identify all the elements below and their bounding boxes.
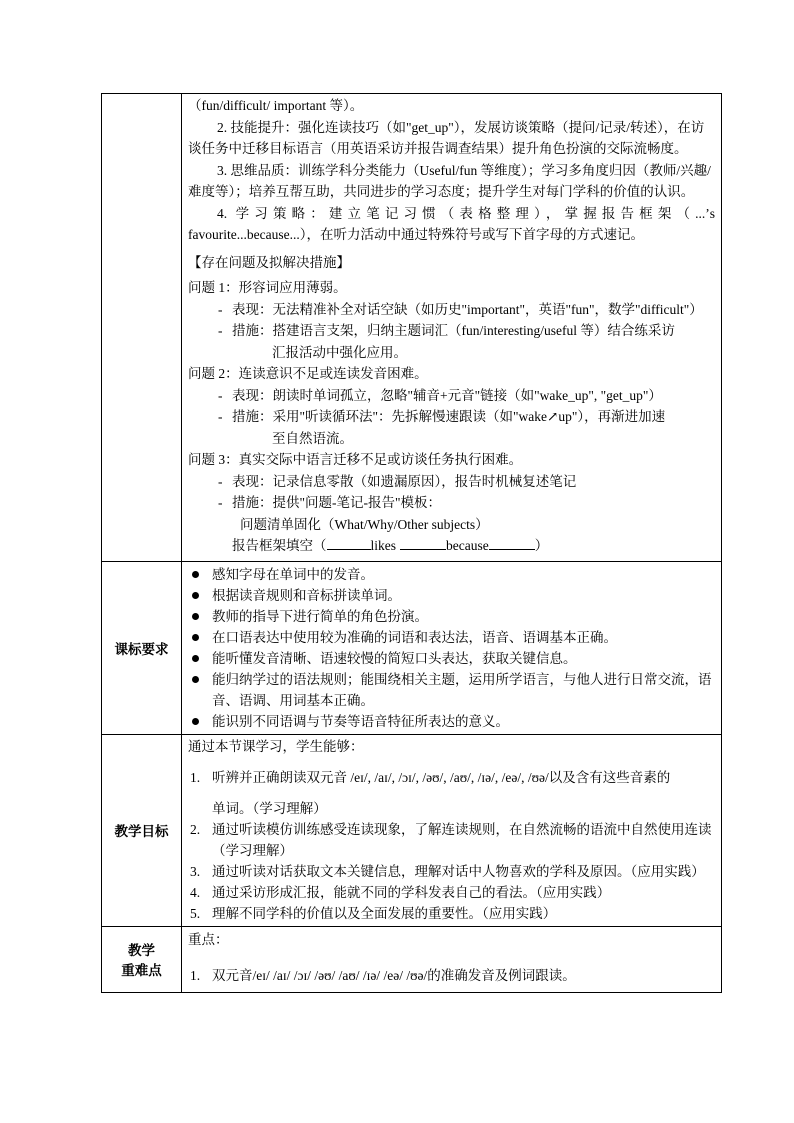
teaching-goals-row (102, 734, 722, 927)
objective-strategy: 4. 学习策略：建立笔记习惯（表格整理），掌握报告框架（...’s favourite...because...），在听力活动中通过特殊符号或写下首字母的方式速记。 (188, 205, 715, 242)
teaching-goals-label: 教学目标 (102, 734, 182, 927)
problem-3-item-2: - 措施：提供"问题-笔记-报告"模板： (218, 495, 442, 510)
key-points-row (102, 927, 722, 993)
curriculum-item: 能识别不同语调与节奏等语音特征所表达的意义。 (188, 711, 715, 732)
template-question-list: 问题清单固化（What/Why/Other subjects） (240, 516, 489, 532)
key-point-item-1: 1. 双元音/eɪ/ /aɪ/ /ɔɪ/ /əʊ/ /aʊ/ /ɪə/ /eə/ /ʊə/的准确发音及例词跟读。 (190, 967, 576, 983)
problem-1-title: 问题 1：形容词应用薄弱。 (188, 280, 347, 295)
objectives-content-cell (182, 94, 722, 562)
goals-intro: 通过本节课学习，学生能够： (188, 738, 364, 754)
objective-thinking: 3. 思维品质：训练学科分类能力（Useful/fun 等维度）；学习多角度归因（教师/兴趣/难度等）；培养互帮互助，共同进步的学习态度；提升学生对每门学科的价值的认识。 (188, 162, 711, 199)
goal-item-3: 3. 通过听读对话获取文本关键信息，理解对话中人物喜欢的学科及原因。（应用实践） (190, 864, 705, 879)
curriculum-item: 根据读音规则和音标拼读单词。 (188, 585, 715, 606)
goal-item-4: 4. 通过采访形成汇报，能就不同的学科发表自己的看法。（应用实践） (190, 885, 611, 900)
problem-3-title: 问题 3：真实交际中语言迁移不足或访谈任务执行困难。 (188, 452, 523, 467)
curriculum-item: 感知字母在单词中的发音。 (188, 564, 715, 585)
teaching-goals-content (182, 734, 722, 927)
problem-3-item-1: - 表现：记录信息零散（如遗漏原因），报告时机械复述笔记 (218, 473, 577, 489)
problem-1-item-2-cont: 汇报活动中强化应用。 (272, 344, 407, 360)
lesson-plan-table (101, 93, 722, 993)
goal-item-2: 2. 通过听读模仿训练感受连读现象，了解连读规则，在自然流畅的语流中自然使用连读（学习理解） (190, 822, 712, 858)
problem-2-title: 问题 2：连读意识不足或连读发音困难。 (188, 366, 428, 381)
key-points-content (182, 927, 722, 993)
problems-heading: 【存在问题及拟解决措施】 (188, 254, 350, 270)
curriculum-item: 能归纳学过的语法规则；能围绕相关主题，运用所学语言，与他人进行日常交流，语音、语调、用词基本正确。 (188, 669, 715, 711)
curriculum-label: 课标要求 (102, 561, 182, 734)
problem-2-item-1: - 表现：朗读时单词孤立，忽略"辅音+元音"链接（如"wake_up", "get_up"） (218, 387, 662, 403)
objective-line-1: （fun/difficult/ important 等）。 (188, 98, 364, 113)
objectives-row (102, 94, 722, 562)
key-points-list (188, 965, 715, 986)
curriculum-item: 在口语表达中使用较为准确的词语和表达法，语音、语调基本正确。 (188, 627, 715, 648)
key-points-label: 教学 重难点 (102, 927, 182, 993)
curriculum-list (188, 564, 715, 732)
curriculum-item: 能听懂发音清晰、语速较慢的简短口头表达，获取关键信息。 (188, 648, 715, 669)
template-report-frame: 报告框架填空（ likes because ） (188, 535, 715, 557)
key-points-heading: 重点： (188, 932, 229, 947)
curriculum-item: 教师的指导下进行简单的角色扮演。 (188, 606, 715, 627)
objectives-label-cell (102, 94, 182, 562)
problem-2-item-2-cont: 至自然语流。 (272, 430, 353, 446)
objective-skills: 2. 技能提升：强化连读技巧（如"get_up"），发展访谈策略（提问/记录/转述），在访谈任务中迁移目标语言（用英语采访并报告调查结果）提升角色扮演的交际流畅度。 (188, 119, 705, 156)
problem-1-item-2: - 措施：搭建语言支架，归纳主题词汇（fun/interesting/useful 等）结合练采访 (218, 323, 675, 338)
curriculum-row (102, 561, 722, 734)
curriculum-content (182, 561, 722, 734)
problem-2-item-2: - 措施：采用"听读循环法"：先拆解慢速跟读（如"wake↗up"），再渐进加速 (218, 409, 666, 424)
goals-list (188, 767, 715, 924)
goal-item-5: 5. 理解不同学科的价值以及全面发展的重要性。（应用实践） (190, 906, 557, 921)
problem-1-item-1: - 表现：无法精准补全对话空缺（如历史"important"，英语"fun"，数学"difficult"） (218, 301, 703, 317)
goal-item-1: 1. 听辨并正确朗读双元音 /eɪ/, /aɪ/, /ɔɪ/, /əʊ/, /aʊ/, /ɪə/, /eə/, /ʊə/以及含有这些音素的 单词。（学习理解） (190, 770, 671, 816)
